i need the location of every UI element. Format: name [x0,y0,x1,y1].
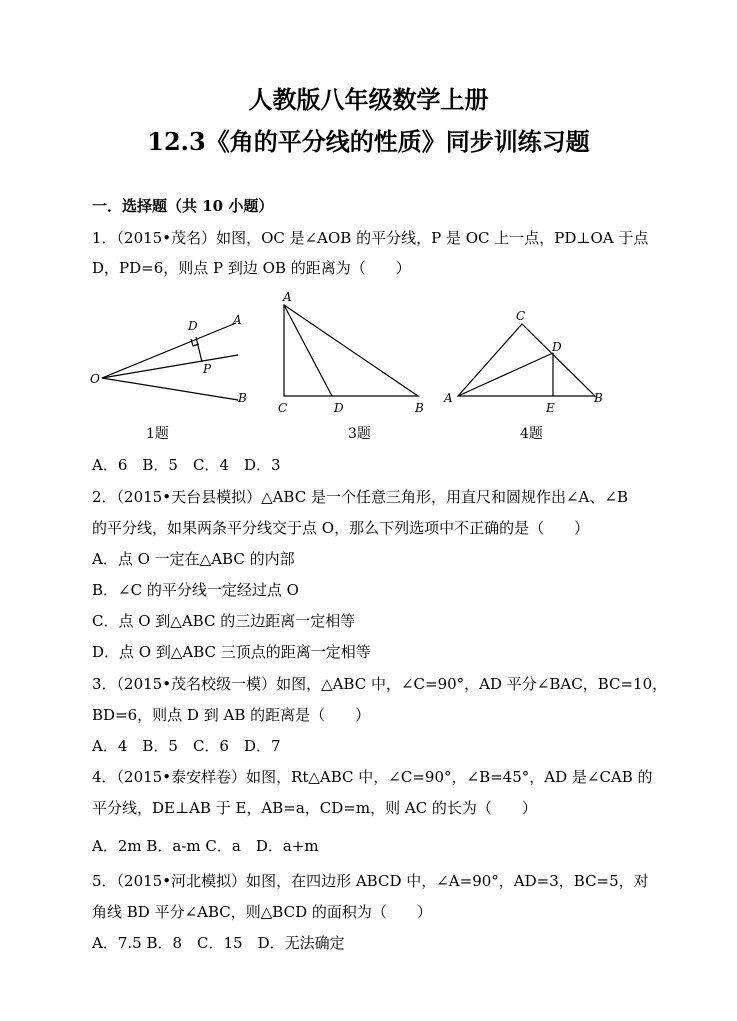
q3-line2: BD=6，则点 D 到 AB 的距离是（ ） [92,706,371,724]
fig1-label-B: B [238,391,247,405]
q2-option-d: D．点 O 到△ABC 三顶点的距离一定相等 [92,643,371,661]
figure-group [88,290,628,454]
q5-line1: 5．（2015•河北模拟）如图，在四边形 ABCD 中，∠A=90°，AD=3，BC=5，对 [92,872,649,890]
fig3-caption: 3题 [348,426,371,442]
q2-line1: 2．（2015•天台县模拟）△ABC 是一个任意三角形，用直尺和圆规作出∠A、∠B [92,488,628,506]
q2-option-a: A．点 O 一定在△ABC 的内部 [92,550,295,568]
fig3-label-B: B [415,401,424,415]
fig1-label-O: O [90,372,100,386]
fig3-triangle-ABC [284,305,418,396]
fig4-label-B: B [594,391,603,405]
q1-line2: D，PD=6，则点 P 到边 OB 的距离为（ ） [92,259,411,277]
q1-line1: 1．（2015•茂名）如图，OC 是∠AOB 的平分线，P 是 OC 上一点，PD⊥OA 于点 [92,229,649,247]
fig1-label-D: D [188,319,198,333]
figure-3 [284,305,418,396]
fig4-triangle-ABC [458,324,595,396]
q4-options: A．2m B．a-m C．a D．a+m [92,837,319,855]
q4-line2: 平分线，DE⊥AB 于 E，AB=a，CD=m，则 AC 的长为（ ） [92,799,537,817]
fig4-segment-AD [458,353,553,396]
q2-line2: 的平分线，如果两条平分线交于点 O，那么下列选项中不正确的是（ ） [92,519,590,537]
fig3-label-D: D [334,401,344,415]
fig1-ray-OC [102,355,238,378]
fig4-label-C: C [516,309,526,323]
fig3-segment-AD [284,305,332,396]
fig1-segment-PD [196,337,202,362]
fig4-label-D: D [552,340,562,354]
section-heading: 一．选择题（共 10 小题） [92,197,274,215]
fig1-ray-OB [102,378,238,400]
document-title: 人教版八年级数学上册 [248,85,489,114]
q5-line2: 角线 BD 平分∠ABC，则△BCD 的面积为（ ） [92,903,432,921]
document-subtitle: 12.3《角的平分线的性质》同步训练习题 [147,127,590,156]
fig3-label-C: C [278,401,288,415]
q2-option-c: C．点 O 到△ABC 的三边距离一定相等 [92,612,356,630]
figure-4 [458,324,595,396]
figures-svg [88,290,628,450]
q3-options: A．4 B．5 C．6 D．7 [92,737,281,755]
fig1-label-A: A [233,313,242,327]
fig4-caption: 4题 [520,426,543,442]
fig1-caption: 1题 [146,426,169,442]
q5-options: A．7.5 B．8 C．15 D．无法确定 [92,934,345,952]
fig1-label-P: P [203,362,212,376]
q4-line1: 4．（2015•泰安样卷）如图，Rt△ABC 中，∠C=90°，∠B=45°，AD 是∠CAB 的 [92,768,653,786]
fig3-label-A: A [283,290,292,304]
fig1-ray-OA [102,323,236,378]
fig4-label-E: E [546,401,555,415]
q2-option-b: B．∠C 的平分线一定经过点 O [92,581,299,599]
q1-options: A．6 B．5 C．4 D．3 [92,456,281,474]
q3-line1: 3．（2015•茂名校级一模）如图，△ABC 中，∠C=90°，AD 平分∠BAC，BC=10， [92,675,668,693]
fig4-label-A: A [444,391,453,405]
figure-1 [102,323,238,400]
